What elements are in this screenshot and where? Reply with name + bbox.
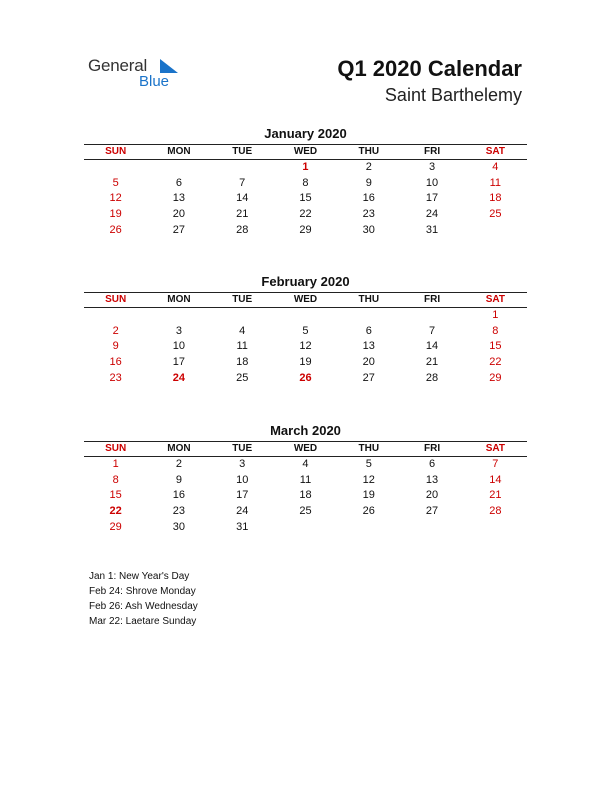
day-cell: 22	[109, 505, 122, 518]
day-cell	[211, 308, 274, 324]
day-cell: 23	[109, 371, 122, 384]
day-cell	[147, 160, 210, 176]
week-row	[84, 207, 527, 223]
day-cell	[274, 308, 337, 324]
day-cell: 6	[175, 176, 182, 189]
day-cell	[464, 223, 527, 239]
day-cell: 7	[239, 176, 246, 189]
day-cell	[84, 160, 147, 176]
day-cell: 3	[428, 161, 436, 173]
generalblue-logo	[88, 56, 198, 96]
day-grid	[84, 160, 527, 238]
weekday-label: FRI	[423, 146, 441, 157]
day-cell: 26	[109, 223, 122, 236]
weekday-label: TUE	[232, 146, 253, 157]
day-cell: 15	[489, 340, 502, 353]
day-cell	[274, 520, 337, 536]
month-title: January 2020	[264, 126, 347, 141]
day-cell: 8	[302, 176, 309, 189]
day-cell: 14	[425, 340, 439, 353]
weekday-label: SAT	[485, 443, 505, 454]
day-cell: 22	[489, 356, 502, 369]
week-row	[84, 457, 527, 473]
day-cell	[211, 160, 274, 176]
day-cell: 10	[425, 176, 439, 189]
weekday-header	[84, 441, 527, 457]
weekday-label: SAT	[485, 294, 505, 305]
page-subtitle: Saint Barthelemy	[384, 85, 522, 105]
day-cell: 18	[489, 192, 502, 205]
day-cell: 14	[236, 192, 249, 205]
day-cell: 4	[302, 458, 309, 470]
day-cell: 17	[236, 489, 249, 502]
weekday-label: WED	[293, 294, 318, 305]
day-cell	[464, 520, 527, 536]
weekday-label: THU	[358, 294, 380, 305]
day-cell: 16	[172, 489, 186, 502]
day-cell: 2	[112, 324, 119, 337]
day-cell: 9	[112, 340, 119, 353]
day-cell: 27	[425, 505, 439, 518]
day-cell	[337, 308, 400, 324]
day-cell: 12	[109, 192, 122, 205]
day-cell: 13	[172, 192, 186, 205]
weekday-label: SUN	[105, 443, 127, 454]
weekday-header	[84, 144, 527, 160]
day-cell: 18	[236, 356, 249, 369]
day-cell: 21	[425, 356, 439, 369]
weekday-label: SUN	[105, 294, 127, 305]
holiday-note: Feb 26: Ash Wednesday	[89, 601, 198, 612]
day-cell: 23	[362, 208, 375, 221]
day-cell: 9	[365, 176, 372, 189]
day-cell: 20	[425, 489, 439, 502]
day-cell: 5	[302, 324, 309, 337]
day-cell: 27	[172, 223, 186, 236]
day-cell: 1	[302, 161, 309, 173]
weekday-label: WED	[293, 443, 318, 454]
week-row	[84, 371, 527, 387]
day-cell: 22	[299, 208, 312, 221]
week-row	[84, 160, 527, 176]
day-cell: 8	[112, 473, 119, 486]
week-row	[84, 520, 527, 536]
day-cell: 4	[492, 161, 499, 173]
weekday-label: WED	[293, 146, 318, 157]
day-cell: 7	[428, 324, 436, 337]
month-calendar	[84, 273, 527, 386]
day-cell: 1	[492, 309, 499, 321]
week-row	[84, 308, 527, 324]
day-cell	[400, 520, 463, 536]
weekday-label: MON	[167, 294, 191, 305]
day-cell: 19	[362, 489, 375, 502]
day-cell: 29	[299, 223, 312, 236]
day-cell: 23	[172, 505, 186, 518]
day-cell: 25	[489, 208, 502, 221]
weekday-label: TUE	[232, 294, 253, 305]
week-row	[84, 488, 527, 504]
day-cell: 11	[489, 176, 502, 189]
day-cell: 13	[362, 340, 375, 353]
logo-text-blue: Blue	[139, 73, 170, 90]
day-cell: 15	[299, 192, 312, 205]
day-cell: 14	[489, 473, 502, 486]
month-title: March 2020	[270, 423, 341, 438]
day-cell: 6	[428, 458, 436, 470]
day-cell: 11	[236, 340, 248, 353]
holiday-note: Mar 22: Laetare Sunday	[89, 616, 197, 627]
week-row	[84, 355, 527, 371]
day-cell: 30	[362, 223, 375, 236]
logo-flag-icon	[160, 59, 178, 73]
day-cell: 3	[239, 458, 246, 470]
month-calendar	[84, 422, 527, 535]
holiday-notes	[89, 569, 198, 629]
day-cell: 19	[109, 208, 122, 221]
weekday-header	[84, 292, 527, 308]
weekday-label: FRI	[423, 294, 441, 305]
day-cell: 25	[299, 505, 312, 518]
day-cell: 21	[489, 489, 502, 502]
day-cell: 19	[299, 356, 312, 369]
day-cell: 2	[365, 161, 372, 173]
day-cell	[400, 308, 463, 324]
weekday-label: MON	[167, 146, 191, 157]
week-row	[84, 223, 527, 239]
weekday-label: SUN	[105, 146, 127, 157]
week-row	[84, 339, 527, 355]
day-grid	[84, 457, 527, 535]
day-cell: 28	[425, 371, 439, 384]
day-cell: 8	[492, 324, 499, 337]
day-cell: 27	[362, 371, 375, 384]
day-cell: 18	[299, 489, 312, 502]
day-cell: 15	[109, 489, 122, 502]
weekday-label: TUE	[232, 443, 253, 454]
day-cell: 12	[299, 340, 312, 353]
day-cell: 24	[172, 371, 186, 384]
day-cell: 10	[236, 473, 249, 486]
holiday-note: Jan 1: New Year's Day	[89, 571, 190, 582]
day-cell: 2	[175, 458, 182, 470]
month-title: February 2020	[261, 274, 350, 289]
week-row	[84, 176, 527, 192]
day-cell: 28	[489, 505, 502, 518]
day-cell: 16	[362, 192, 375, 205]
day-cell: 17	[425, 192, 439, 205]
day-cell: 30	[172, 520, 186, 533]
day-cell: 10	[172, 340, 186, 353]
day-cell: 29	[109, 520, 122, 533]
weekday-label: THU	[358, 443, 380, 454]
weekday-label: SAT	[485, 146, 505, 157]
week-row	[84, 324, 527, 340]
day-grid	[84, 308, 527, 386]
day-cell	[147, 308, 210, 324]
day-cell: 4	[239, 324, 246, 337]
week-row	[84, 473, 527, 489]
day-cell	[84, 308, 147, 324]
day-cell: 1	[112, 458, 119, 470]
day-cell: 17	[172, 356, 186, 369]
day-cell: 16	[109, 356, 122, 369]
day-cell: 20	[172, 208, 186, 221]
day-cell: 26	[362, 505, 375, 518]
holiday-note: Feb 24: Shrove Monday	[89, 586, 196, 597]
day-cell	[337, 520, 400, 536]
weekday-label: MON	[167, 443, 191, 454]
day-cell: 12	[362, 473, 375, 486]
day-cell: 28	[236, 223, 249, 236]
day-cell: 7	[492, 458, 499, 470]
month-calendar	[84, 125, 527, 238]
day-cell: 13	[425, 473, 439, 486]
week-row	[84, 504, 527, 520]
day-cell: 20	[362, 356, 375, 369]
day-cell: 11	[299, 473, 312, 486]
weekday-label: THU	[358, 146, 380, 157]
week-row	[84, 191, 527, 207]
day-cell: 24	[236, 505, 249, 518]
day-cell: 5	[112, 176, 119, 189]
logo-text-general: General	[88, 56, 148, 75]
day-cell: 21	[236, 208, 249, 221]
page-title: Q1 2020 Calendar	[337, 56, 522, 81]
day-cell: 6	[365, 324, 372, 337]
day-cell: 5	[365, 458, 372, 470]
day-cell: 26	[299, 371, 312, 384]
day-cell: 24	[425, 208, 439, 221]
weekday-label: FRI	[423, 443, 441, 454]
day-cell: 3	[175, 324, 182, 337]
day-cell: 31	[425, 223, 439, 236]
day-cell: 9	[175, 473, 182, 486]
day-cell: 31	[236, 520, 249, 533]
day-cell: 25	[236, 371, 249, 384]
day-cell: 29	[489, 371, 502, 384]
